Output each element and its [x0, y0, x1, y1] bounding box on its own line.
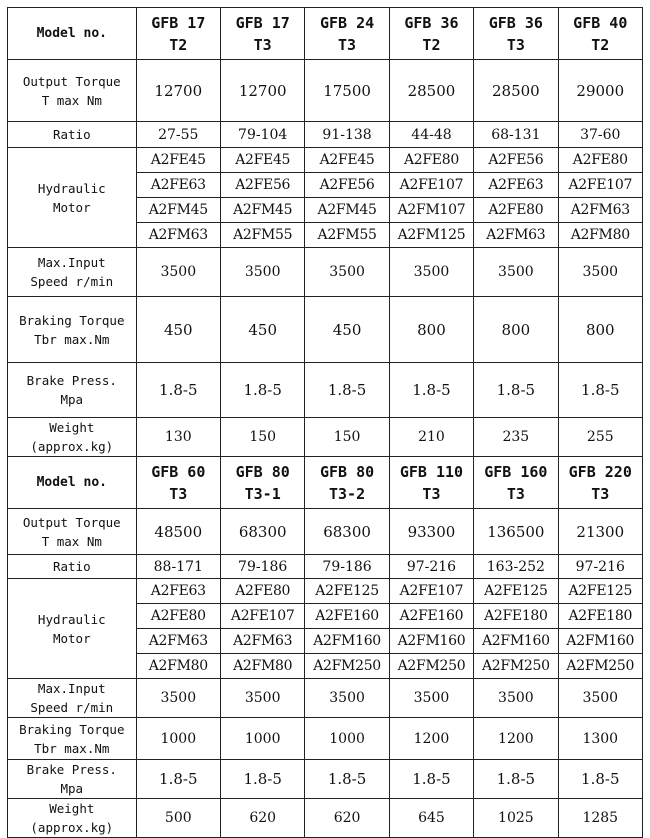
hydraulic-motor-label: Hydraulic Motor [8, 579, 137, 679]
motor-cell: A2FM125 [389, 223, 473, 248]
value-cell: 130 [136, 418, 220, 457]
model-row [8, 8, 643, 60]
value-cell: 44-48 [389, 122, 473, 148]
max-input-speed-row [8, 248, 643, 297]
value-cell: 28500 [474, 60, 558, 122]
brake-press-label: Brake Press. Mpa [8, 760, 137, 799]
value-cell: 620 [305, 799, 389, 838]
motor-cell: A2FM45 [136, 198, 220, 223]
motor-cell: A2FE180 [474, 604, 558, 629]
value-cell: 3500 [558, 679, 642, 718]
motor-cell: A2FE56 [474, 148, 558, 173]
motor-cell: A2FM107 [389, 198, 473, 223]
value-cell: 79-186 [305, 555, 389, 579]
value-cell: 27-55 [136, 122, 220, 148]
value-cell: 29000 [558, 60, 642, 122]
value-cell: 79-186 [220, 555, 304, 579]
motor-cell: A2FM250 [558, 654, 642, 679]
value-cell: 1.8-5 [220, 363, 304, 418]
motor-cell: A2FE125 [474, 579, 558, 604]
value-cell: 28500 [389, 60, 473, 122]
motor-cell: A2FE160 [389, 604, 473, 629]
motor-cell: A2FM63 [220, 629, 304, 654]
braking-torque-row [8, 718, 643, 760]
motor-cell: A2FE107 [558, 173, 642, 198]
value-cell: 800 [389, 297, 473, 363]
output-torque-label: Output Torque T max Nm [8, 60, 137, 122]
motor-cell: A2FE80 [558, 148, 642, 173]
braking-torque-label: Braking Torque Tbr max.Nm [8, 297, 137, 363]
ratio-row [8, 122, 643, 148]
ratio-label: Ratio [8, 122, 137, 148]
braking-torque-label: Braking Torque Tbr max.Nm [8, 718, 137, 760]
value-cell: 3500 [389, 679, 473, 718]
value-cell: 645 [389, 799, 473, 838]
motor-cell: A2FE56 [305, 173, 389, 198]
model-label: Model no. [8, 8, 137, 60]
motor-cell: A2FM63 [136, 629, 220, 654]
model-cell: GFB 17 T3 [220, 8, 304, 60]
value-cell: 12700 [220, 60, 304, 122]
model-cell: GFB 36 T3 [474, 8, 558, 60]
max-input-speed-row [8, 679, 643, 718]
value-cell: 37-60 [558, 122, 642, 148]
value-cell: 3500 [474, 679, 558, 718]
value-cell: 620 [220, 799, 304, 838]
value-cell: 48500 [136, 509, 220, 555]
motor-cell: A2FM80 [136, 654, 220, 679]
value-cell: 163-252 [474, 555, 558, 579]
motor-cell: A2FE80 [220, 579, 304, 604]
value-cell: 450 [305, 297, 389, 363]
value-cell: 3500 [558, 248, 642, 297]
motor-cell: A2FM160 [474, 629, 558, 654]
model-cell: GFB 80 T3-1 [220, 457, 304, 509]
motor-cell: A2FE63 [136, 579, 220, 604]
value-cell: 1.8-5 [136, 363, 220, 418]
weight-label: Weight (approx.kg) [8, 799, 137, 838]
output-torque-row [8, 60, 643, 122]
motor-cell: A2FE63 [474, 173, 558, 198]
motor-cell: A2FE107 [220, 604, 304, 629]
value-cell: 1.8-5 [136, 760, 220, 799]
value-cell: 1.8-5 [474, 363, 558, 418]
value-cell: 68-131 [474, 122, 558, 148]
value-cell: 1000 [305, 718, 389, 760]
model-cell: GFB 36 T2 [389, 8, 473, 60]
value-cell: 1285 [558, 799, 642, 838]
motor-cell: A2FE160 [305, 604, 389, 629]
value-cell: 150 [305, 418, 389, 457]
value-cell: 1025 [474, 799, 558, 838]
motor-cell: A2FM80 [220, 654, 304, 679]
ratio-row [8, 555, 643, 579]
value-cell: 3500 [136, 679, 220, 718]
value-cell: 255 [558, 418, 642, 457]
model-cell: GFB 220 T3 [558, 457, 642, 509]
motor-cell: A2FE45 [220, 148, 304, 173]
value-cell: 150 [220, 418, 304, 457]
value-cell: 136500 [474, 509, 558, 555]
motor-cell: A2FM55 [220, 223, 304, 248]
motor-cell: A2FM160 [305, 629, 389, 654]
value-cell: 93300 [389, 509, 473, 555]
brake-press-row [8, 760, 643, 799]
value-cell: 1.8-5 [305, 760, 389, 799]
value-cell: 3500 [389, 248, 473, 297]
motor-cell: A2FM63 [558, 198, 642, 223]
weight-label: Weight (approx.kg) [8, 418, 137, 457]
value-cell: 3500 [220, 248, 304, 297]
ratio-label: Ratio [8, 555, 137, 579]
motor-cell: A2FE80 [136, 604, 220, 629]
motor-cell: A2FM160 [389, 629, 473, 654]
model-label: Model no. [8, 457, 137, 509]
value-cell: 1000 [136, 718, 220, 760]
model-cell: GFB 60 T3 [136, 457, 220, 509]
value-cell: 1200 [389, 718, 473, 760]
max-input-speed-label: Max.Input Speed r/min [8, 679, 137, 718]
motor-row [8, 148, 643, 173]
value-cell: 21300 [558, 509, 642, 555]
motor-cell: A2FE63 [136, 173, 220, 198]
model-cell: GFB 80 T3-2 [305, 457, 389, 509]
value-cell: 91-138 [305, 122, 389, 148]
value-cell: 1.8-5 [220, 760, 304, 799]
motor-cell: A2FE107 [389, 579, 473, 604]
motor-cell: A2FM45 [220, 198, 304, 223]
model-cell: GFB 17 T2 [136, 8, 220, 60]
braking-torque-row [8, 297, 643, 363]
motor-row [8, 579, 643, 604]
value-cell: 800 [474, 297, 558, 363]
value-cell: 1300 [558, 718, 642, 760]
motor-cell: A2FE180 [558, 604, 642, 629]
value-cell: 17500 [305, 60, 389, 122]
value-cell: 235 [474, 418, 558, 457]
value-cell: 68300 [305, 509, 389, 555]
value-cell: 210 [389, 418, 473, 457]
value-cell: 1.8-5 [558, 760, 642, 799]
motor-cell: A2FE80 [474, 198, 558, 223]
motor-cell: A2FE125 [558, 579, 642, 604]
motor-cell: A2FM80 [558, 223, 642, 248]
brake-press-row [8, 363, 643, 418]
output-torque-row [8, 509, 643, 555]
value-cell: 500 [136, 799, 220, 838]
value-cell: 3500 [305, 679, 389, 718]
model-cell: GFB 40 T2 [558, 8, 642, 60]
value-cell: 88-171 [136, 555, 220, 579]
motor-cell: A2FE80 [389, 148, 473, 173]
value-cell: 450 [136, 297, 220, 363]
motor-cell: A2FM55 [305, 223, 389, 248]
motor-cell: A2FM160 [558, 629, 642, 654]
value-cell: 68300 [220, 509, 304, 555]
motor-cell: A2FM250 [474, 654, 558, 679]
value-cell: 12700 [136, 60, 220, 122]
value-cell: 97-216 [558, 555, 642, 579]
gearbox-spec-table [7, 7, 643, 838]
value-cell: 3500 [220, 679, 304, 718]
motor-cell: A2FE125 [305, 579, 389, 604]
motor-cell: A2FE56 [220, 173, 304, 198]
model-cell: GFB 24 T3 [305, 8, 389, 60]
model-row [8, 457, 643, 509]
value-cell: 3500 [305, 248, 389, 297]
value-cell: 450 [220, 297, 304, 363]
value-cell: 1000 [220, 718, 304, 760]
weight-row [8, 799, 643, 838]
value-cell: 1200 [474, 718, 558, 760]
motor-cell: A2FM63 [474, 223, 558, 248]
motor-cell: A2FM250 [305, 654, 389, 679]
motor-cell: A2FM63 [136, 223, 220, 248]
motor-cell: A2FE45 [305, 148, 389, 173]
value-cell: 1.8-5 [305, 363, 389, 418]
value-cell: 1.8-5 [474, 760, 558, 799]
value-cell: 1.8-5 [558, 363, 642, 418]
motor-cell: A2FM250 [389, 654, 473, 679]
brake-press-label: Brake Press. Mpa [8, 363, 137, 418]
hydraulic-motor-label: Hydraulic Motor [8, 148, 137, 248]
model-cell: GFB 110 T3 [389, 457, 473, 509]
value-cell: 79-104 [220, 122, 304, 148]
motor-cell: A2FE107 [389, 173, 473, 198]
motor-cell: A2FM45 [305, 198, 389, 223]
model-cell: GFB 160 T3 [474, 457, 558, 509]
output-torque-label: Output Torque T max Nm [8, 509, 137, 555]
weight-row [8, 418, 643, 457]
max-input-speed-label: Max.Input Speed r/min [8, 248, 137, 297]
value-cell: 97-216 [389, 555, 473, 579]
value-cell: 1.8-5 [389, 363, 473, 418]
value-cell: 800 [558, 297, 642, 363]
value-cell: 3500 [474, 248, 558, 297]
value-cell: 3500 [136, 248, 220, 297]
value-cell: 1.8-5 [389, 760, 473, 799]
motor-cell: A2FE45 [136, 148, 220, 173]
